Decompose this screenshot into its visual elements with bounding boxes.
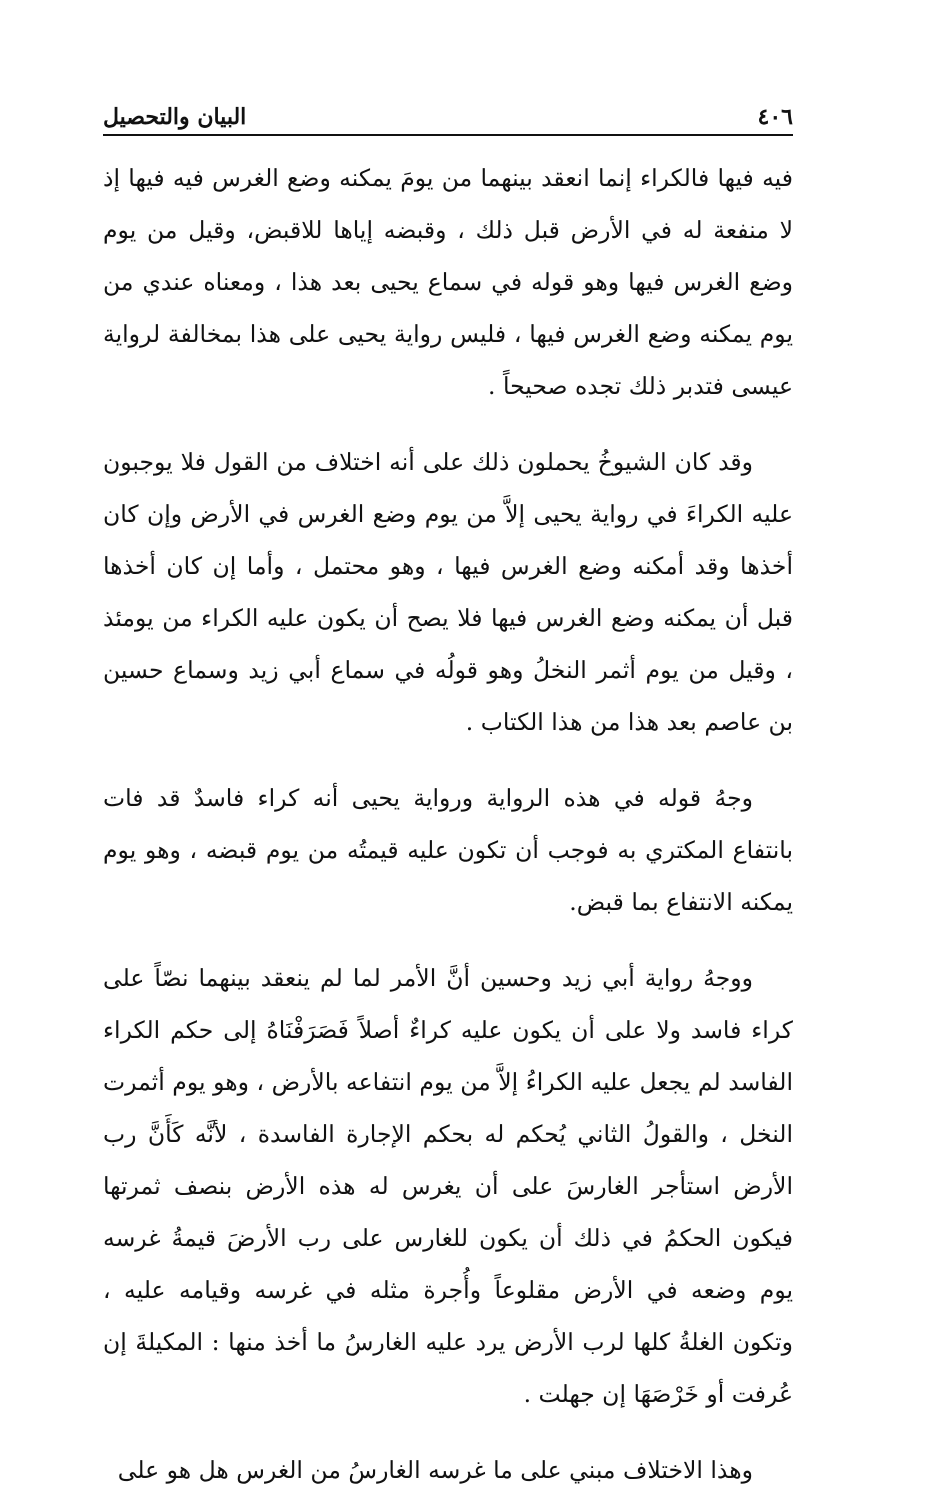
paragraph-2: وقد كان الشيوخُ يحملون ذلك على أنه اختلاف من القول فلا يوجبون عليه الكراءَ في رواية يحيى إلاَّ من يوم وضع الغرس في الأرض وإن كان أخذها وقد أمكنه وضع الغرس فيها ، وهو محتمل ، وأما إن كان أخذها قبل أن يمكنه وضع الغرس فيها فلا يصح أن يكون عليه الكراء من يومئذ ، وقيل من يوم أثمر النخلُ وهو قولُه في سماع أبي زيد وسماع حسين بن عاصم بعد هذا من هذا الكتاب . (103, 448, 793, 736)
page-header (103, 90, 793, 130)
paragraph-5: وهذا الاختلاف مبني على ما غرسه الغارسُ من الغرس هل هو على (117, 1456, 753, 1484)
page-number: ٤٠٦ (757, 104, 793, 130)
body-text (103, 152, 793, 1496)
paragraph-3: وجهُ قوله في هذه الرواية ورواية يحيى أنه كراء فاسدٌ قد فات بانتفاع المكتري به فوجب أن تكون عليه قيمتُه من يوم قبضه ، وهو يوم يمكنه الانتفاع بما قبض. (103, 784, 793, 916)
running-title: البيان والتحصيل (103, 104, 247, 130)
paragraph-1: فيه فيها فالكراء إنما انعقد بينهما من يومَ يمكنه وضع الغرس فيه فيها إذ لا منفعة له في الأرض قبل ذلك ، وقبضه إياها للاقبض، وقيل من يوم وضع الغرس فيها وهو قوله في سماع يحيى بعد هذا ، ومعناه عندي من يوم يمكنه وضع الغرس فيها ، فليس رواية يحيى على هذا بمخالفة لرواية عيسى فتدبر ذلك تجده صحيحاً . (103, 164, 793, 400)
paragraph-4: ووجهُ رواية أبي زيد وحسين أنَّ الأمر لما لم ينعقد بينهما نصّاً على كراء فاسد ولا على أن يكون عليه كراءٌ أصلاً فَصَرَفْنَاهُ إلى حكم الكراء الفاسد لم يجعل عليه الكراءُ إلاَّ من يوم انتفاعه بالأرض ، وهو يوم أثمرت النخل ، والقولُ الثاني يُحكم له بحكم الإجارة الفاسدة ، لأنَّه كَأَنَّ رب الأرض استأجر الغارسَ على أن يغرس له هذه الأرض بنصف ثمرتها فيكون الحكمُ في ذلك أن يكون للغارس على رب الأرضَ قيمةُ غرسه يوم وضعه في الأرض مقلوعاً وأُجرة مثله في غرسه وقيامه عليه ، وتكون الغلةُ كلها لرب الأرض يرد عليه الغارسُ ما أخذ منها : المكيلةَ إن عُرفت أو خَرْصَهَا إن جهلت . (103, 964, 793, 1408)
header-rule (103, 134, 793, 136)
